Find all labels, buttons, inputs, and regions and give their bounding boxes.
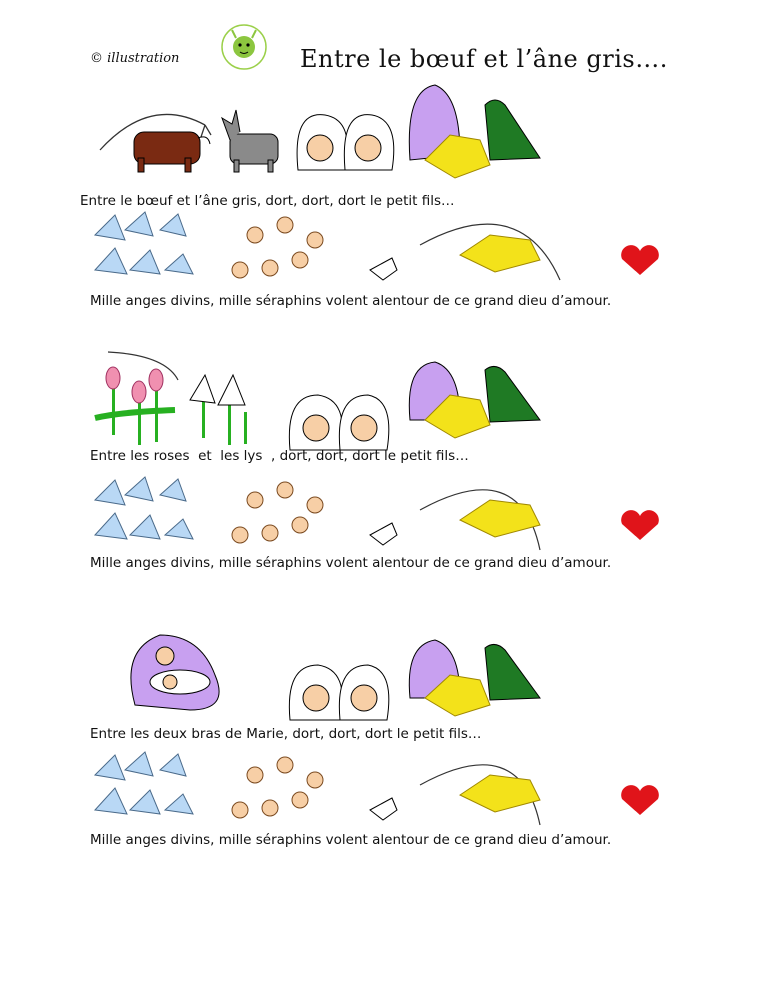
- baby-icon: [339, 665, 388, 720]
- chorus-1-line: Mille anges divins, mille séraphins volent alentour de ce grand dieu d’amour.: [90, 293, 612, 309]
- joseph-icon: [485, 366, 540, 422]
- manger-straw-icon: [460, 775, 540, 812]
- copyright-label: © illustration: [90, 51, 180, 66]
- manger-straw-icon: [460, 500, 540, 537]
- lilies-icon: [190, 375, 247, 445]
- angels-skin-icon: [232, 757, 323, 818]
- heart-icon: [621, 245, 659, 275]
- heart-icon: [621, 785, 659, 815]
- swaddle-icon: [370, 258, 397, 280]
- ox-icon: [134, 132, 210, 172]
- verse-3-illustration: [0, 620, 768, 730]
- angels-skin-icon: [232, 217, 323, 278]
- page-title: Entre le bœuf et l’âne gris….: [300, 45, 668, 73]
- angels-blue-icon: [95, 477, 193, 539]
- baby-icon: [289, 395, 342, 450]
- verse-1: [0, 0, 768, 330]
- verse-2: [0, 340, 768, 580]
- verse-2-illustration: [0, 340, 768, 460]
- baby-icon: [339, 395, 388, 450]
- baby-icon: [289, 665, 342, 720]
- chorus-3-line: Mille anges divins, mille séraphins volent alentour de ce grand dieu d’amour.: [90, 832, 612, 848]
- manger-straw-icon: [460, 235, 540, 272]
- verse-1-chorus-illustration: [0, 200, 768, 290]
- verse-1-line: Entre le bœuf et l’âne gris, dort, dort, dort le petit fils…: [80, 193, 455, 209]
- baby-icon: [297, 115, 347, 170]
- roses-icon: [95, 367, 175, 445]
- verse-1-illustration: [0, 0, 768, 200]
- mary-holding-baby-icon: [131, 635, 219, 710]
- joseph-icon: [485, 644, 540, 700]
- joseph-icon: [485, 100, 540, 160]
- verse-2-chorus-illustration: [0, 465, 768, 555]
- verse-3: [0, 620, 768, 860]
- donkey-icon: [222, 110, 278, 172]
- verse-3-chorus-illustration: [0, 740, 768, 830]
- chorus-2-line: Mille anges divins, mille séraphins volent alentour de ce grand dieu d’amour.: [90, 555, 612, 571]
- verse-2-line: Entre les roses et les lys , dort, dort, dort le petit fils…: [90, 448, 469, 464]
- baby-icon: [344, 115, 393, 170]
- swaddle-icon: [370, 798, 397, 820]
- heart-icon: [621, 510, 659, 540]
- angels-blue-icon: [95, 752, 193, 814]
- angels-blue-icon: [95, 212, 193, 274]
- angels-skin-icon: [232, 482, 323, 543]
- verse-3-line: Entre les deux bras de Marie, dort, dort, dort le petit fils…: [90, 726, 482, 742]
- swaddle-icon: [370, 523, 397, 545]
